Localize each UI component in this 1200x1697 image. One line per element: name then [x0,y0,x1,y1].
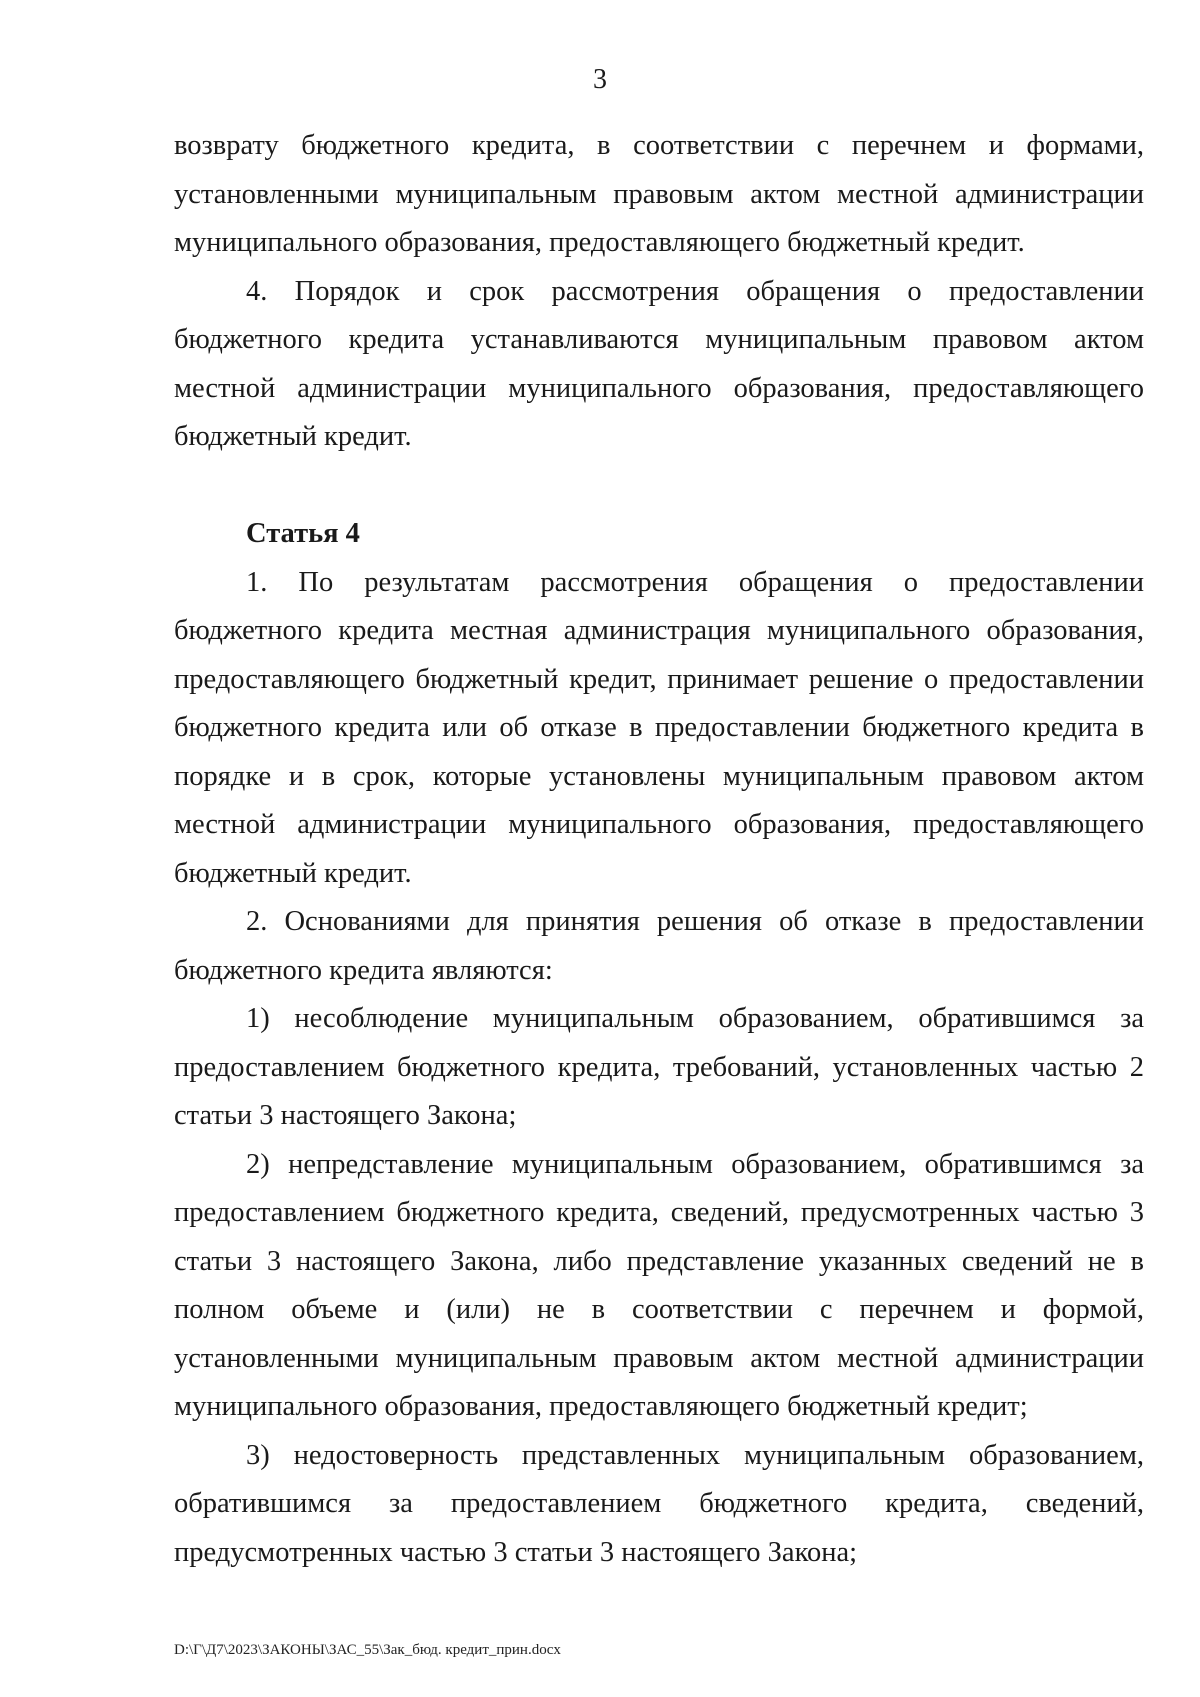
paragraph-part-2: 2. Основаниями для принятия решения об отказе в предоставлении бюджетного кредита являются: [174,906,1144,986]
list-item-2: 2) непредставление муниципальным образованием, обратившимся за предоставлением бюджетного кредита, сведений, предусмотренных частью 3 статьи 3 настоящего Закона, либо представление указанных сведений не в полном объеме и (или) не в соответствии с перечнем и формой, установленными муниципальным правовым актом местной администрации муниципального образования, предоставляющего бюджетный кредит; [174,1148,1144,1422]
paragraph-part-1: 1. По результатам рассмотрения обращения о предоставлении бюджетного кредита местная администрация муниципального образования, предоставляющего бюджетный кредит, принимает решение о предоставлении бюджетного кредита или об отказе в предоставлении бюджетного кредита в порядке и в срок, которые установлены муниципальным правовом актом местной администрации муниципального образования, предоставляющего бюджетный кредит. [174,566,1144,889]
document-body [174,122,1144,1577]
list-item-1: 1) несоблюдение муниципальным образованием, обратившимся за предоставлением бюджетного кредита, требований, установленных частью 2 статьи 3 настоящего Закона; [174,1003,1144,1131]
page-number: 3 [593,64,607,95]
file-path-footer: D:\Г\Д7\2023\ЗАКОНЫ\ЗАС_55\Зак_бюд. кредит_прин.docx [174,1642,561,1658]
paragraph-continuation: возврату бюджетного кредита, в соответствии с перечнем и формами, установленными муниципальным правовым актом местной администрации муниципального образования, предоставляющего бюджетный кредит. [174,130,1144,258]
list-item-3: 3) недостоверность представленных муниципальным образованием, обратившимся за предоставлением бюджетного кредита, сведений, предусмотренных частью 3 статьи 3 настоящего Закона; [174,1439,1144,1568]
article-heading: Статья 4 [246,518,360,549]
section-spacer [174,462,1144,511]
paragraph-item-4: 4. Порядок и срок рассмотрения обращения о предоставлении бюджетного кредита устанавливаются муниципальным правовом актом местной администрации муниципального образования, предоставляющего бюджетный кредит. [174,275,1144,452]
